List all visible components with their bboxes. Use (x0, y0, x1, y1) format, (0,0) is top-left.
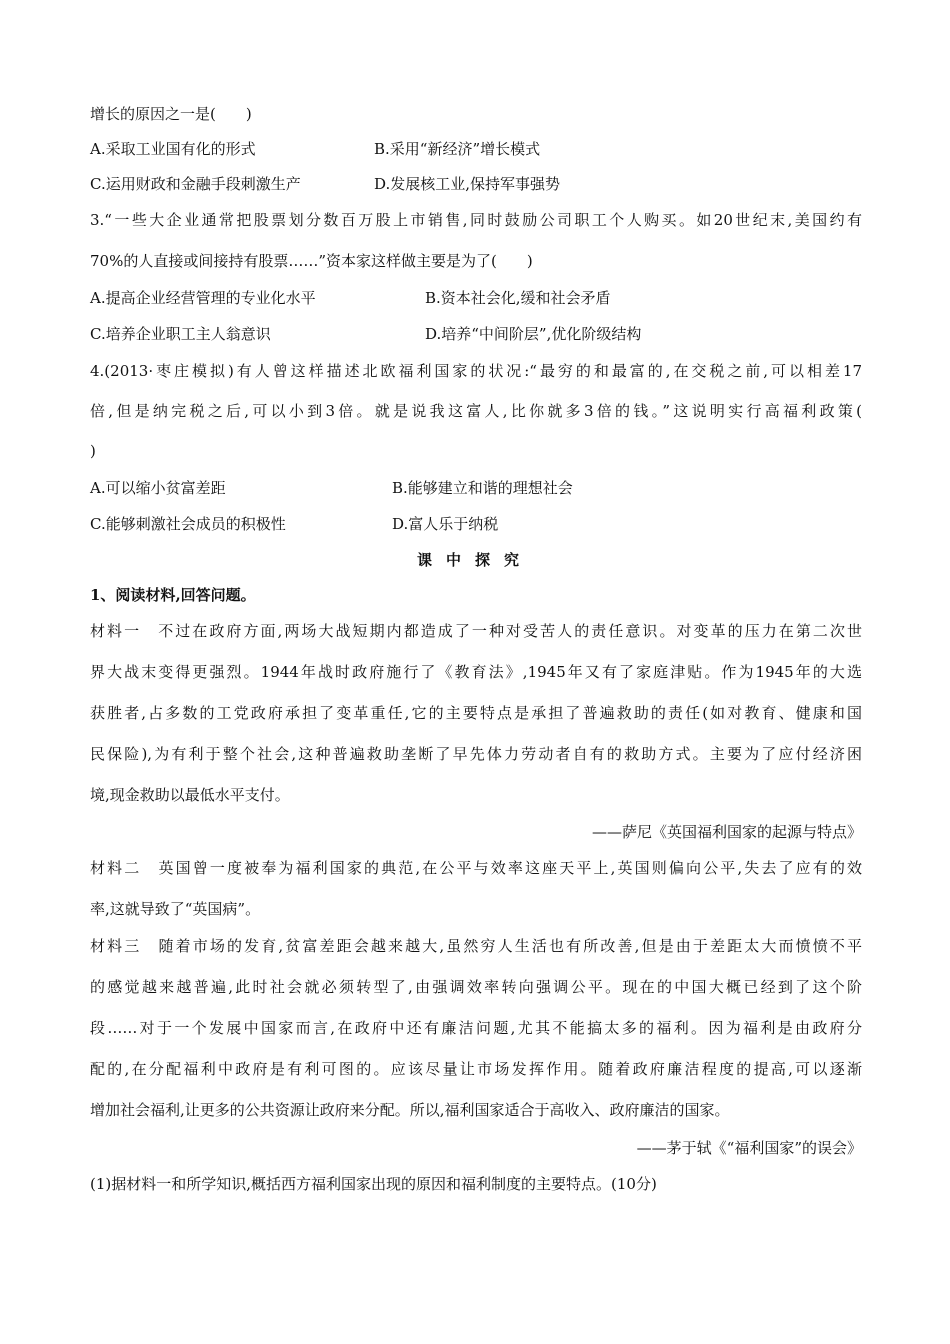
material3-line1: 材料三 随着市场的发育,贫富差距会越来越大,虽然穷人生活也有所改善,但是由于差距太大而愤愤不平 (90, 937, 862, 955)
q4-stem-line3: ) (90, 442, 96, 460)
q3-option-a: A.提高企业经营管理的专业化水平 (90, 289, 316, 307)
q4-stem-line2: 倍,但是纳完税之后,可以小到3倍。就是说我这富人,比你就多3倍的钱。”这说明实行高福利政策( (90, 402, 862, 420)
q4-option-d: D.富人乐于纳税 (392, 515, 499, 533)
q2-option-a: A.采取工业国有化的形式 (90, 140, 256, 158)
q3-option-b: B.资本社会化,缓和社会矛盾 (425, 289, 611, 307)
q1-intro: 1、阅读材料,回答问题。 (90, 586, 256, 604)
material3-line3: 段……对于一个发展中国家而言,在政府中还有廉洁问题,尤其不能搞太多的福利。因为福利是由政府分 (90, 1019, 862, 1037)
material1-line1: 材料一 不过在政府方面,两场大战短期内都造成了一种对受苦人的责任意识。对变革的压力在第二次世 (90, 622, 862, 640)
material3-line2: 的感觉越来越普遍,此时社会就必须转型了,由强调效率转向强调公平。现在的中国大概已经到了这个阶 (90, 978, 862, 996)
q3-stem-line1: 3.“一些大企业通常把股票划分数百万股上市销售,同时鼓励公司职工个人购买。如20世纪末,美国约有 (90, 211, 862, 229)
section-title: 课中探究 (416, 551, 533, 569)
material3-source: ——茅于轼《“福利国家”的误会》 (636, 1139, 862, 1157)
q4-stem-line1: 4.(2013·枣庄模拟)有人曾这样描述北欧福利国家的状况:“最穷的和最富的,在交税之前,可以相差17 (90, 362, 862, 380)
q2-option-b: B.采用“新经济”增长模式 (374, 140, 541, 158)
material1-source: ——萨尼《英国福利国家的起源与特点》 (591, 823, 862, 841)
q3-stem-line2: 70%的人直接或间接持有股票……”资本家这样做主要是为了( ) (90, 252, 533, 270)
q1-sub1: (1)据材料一和所学知识,概括西方福利国家出现的原因和福利制度的主要特点。(10分) (90, 1175, 657, 1193)
material1-line5: 境,现金救助以最低水平支付。 (90, 786, 290, 804)
material2-line2: 率,这就导致了“英国病”。 (90, 900, 261, 918)
q3-option-d: D.培养“中间阶层”,优化阶级结构 (425, 325, 642, 343)
material1-line3: 获胜者,占多数的工党政府承担了变革重任,它的主要特点是承担了普遍救助的责任(如对教育、健康和国 (90, 704, 862, 722)
q2-option-c: C.运用财政和金融手段刺激生产 (90, 175, 301, 193)
material1-line2: 界大战末变得更强烈。1944年战时政府施行了《教育法》,1945年又有了家庭津贴。作为1945年的大选 (90, 663, 862, 681)
q4-option-a: A.可以缩小贫富差距 (90, 479, 226, 497)
q4-option-b: B.能够建立和谐的理想社会 (392, 479, 573, 497)
q4-option-c: C.能够刺激社会成员的积极性 (90, 515, 286, 533)
q2-option-d: D.发展核工业,保持军事强势 (374, 175, 561, 193)
material3-line4: 配的,在分配福利中政府是有利可图的。应该尽量让市场发挥作用。随着政府廉洁程度的提高,可以逐渐 (90, 1060, 862, 1078)
material3-line5: 增加社会福利,让更多的公共资源让政府来分配。所以,福利国家适合于高收入、政府廉洁的国家。 (90, 1101, 730, 1119)
q3-option-c: C.培养企业职工主人翁意识 (90, 325, 271, 343)
q2-stem-tail: 增长的原因之一是( ) (90, 105, 252, 123)
material2-line1: 材料二 英国曾一度被奉为福利国家的典范,在公平与效率这座天平上,英国则偏向公平,失去了应有的效 (90, 859, 862, 877)
material1-line4: 民保险),为有利于整个社会,这种普遍救助垄断了早先体力劳动者自有的救助方式。主要为了应付经济困 (90, 745, 862, 763)
